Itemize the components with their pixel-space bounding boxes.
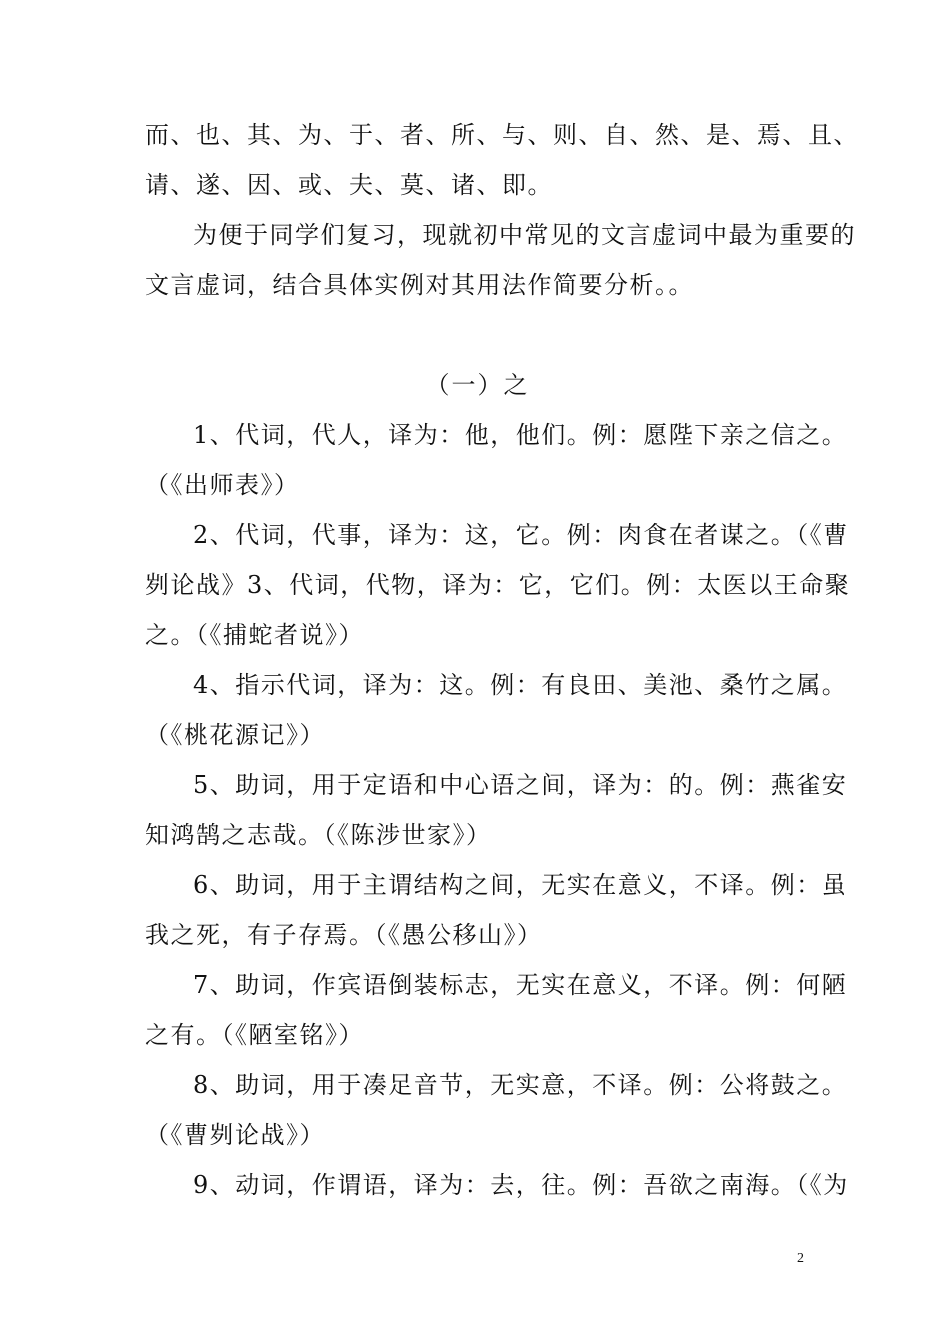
page-number: 2 [797, 1251, 804, 1266]
text-line: 1、代词，代人，译为：他，他们。例：愿陛下亲之信之。 [193, 421, 848, 449]
text-line: 9、动词，作谓语，译为：去，往。例：吾欲之南海。（《为 [193, 1171, 849, 1199]
text-line: 之有。（《陋室铭》） [145, 1021, 364, 1049]
text-line: 而、也、其、为、于、者、所、与、则、自、然、是、焉、且、 [145, 121, 859, 149]
text-line: 5、助词，用于定语和中心语之间，译为：的。例：燕雀安 [193, 771, 848, 799]
text-line: 6、助词，用于主谓结构之间，无实在意义，不译。例：虽 [193, 871, 848, 899]
text-line: 7、助词，作宾语倒装标志，无实在意义，不译。例：何陋 [193, 971, 848, 999]
text-line: 请、遂、因、或、夫、莫、诸、即。 [145, 171, 553, 199]
text-line: 之。（《捕蛇者说》） [145, 621, 364, 649]
text-line: 4、指示代词，译为：这。例：有良田、美池、桑竹之属。 [193, 671, 848, 699]
text-line: 为便于同学们复习，现就初中常见的文言虚词中最为重要的 [193, 221, 856, 249]
text-line: 我之死，有子存焉。（《愚公移山》） [145, 921, 543, 949]
text-line: 刿论战》3、代词，代物，译为：它，它们。例：太医以王命聚 [145, 571, 851, 599]
text-line: （《桃花源记》） [145, 721, 325, 749]
text-line: 知鸿鹄之志哉。（《陈涉世家》） [145, 821, 492, 849]
section-gap [145, 310, 810, 360]
section-heading: （一）之 [425, 371, 530, 399]
body-text [145, 110, 859, 1210]
text-line: 文言虚词，结合具体实例对其用法作简要分析。。 [145, 271, 694, 299]
text-line: 8、助词，用于凑足音节，无实意，不译。例：公将鼓之。 [193, 1071, 848, 1099]
text-line: （《曹刿论战》） [145, 1121, 325, 1149]
text-line: （《出师表》） [145, 471, 300, 499]
text-line: 2、代词，代事，译为：这，它。例：肉食在者谋之。（《曹 [193, 521, 849, 549]
